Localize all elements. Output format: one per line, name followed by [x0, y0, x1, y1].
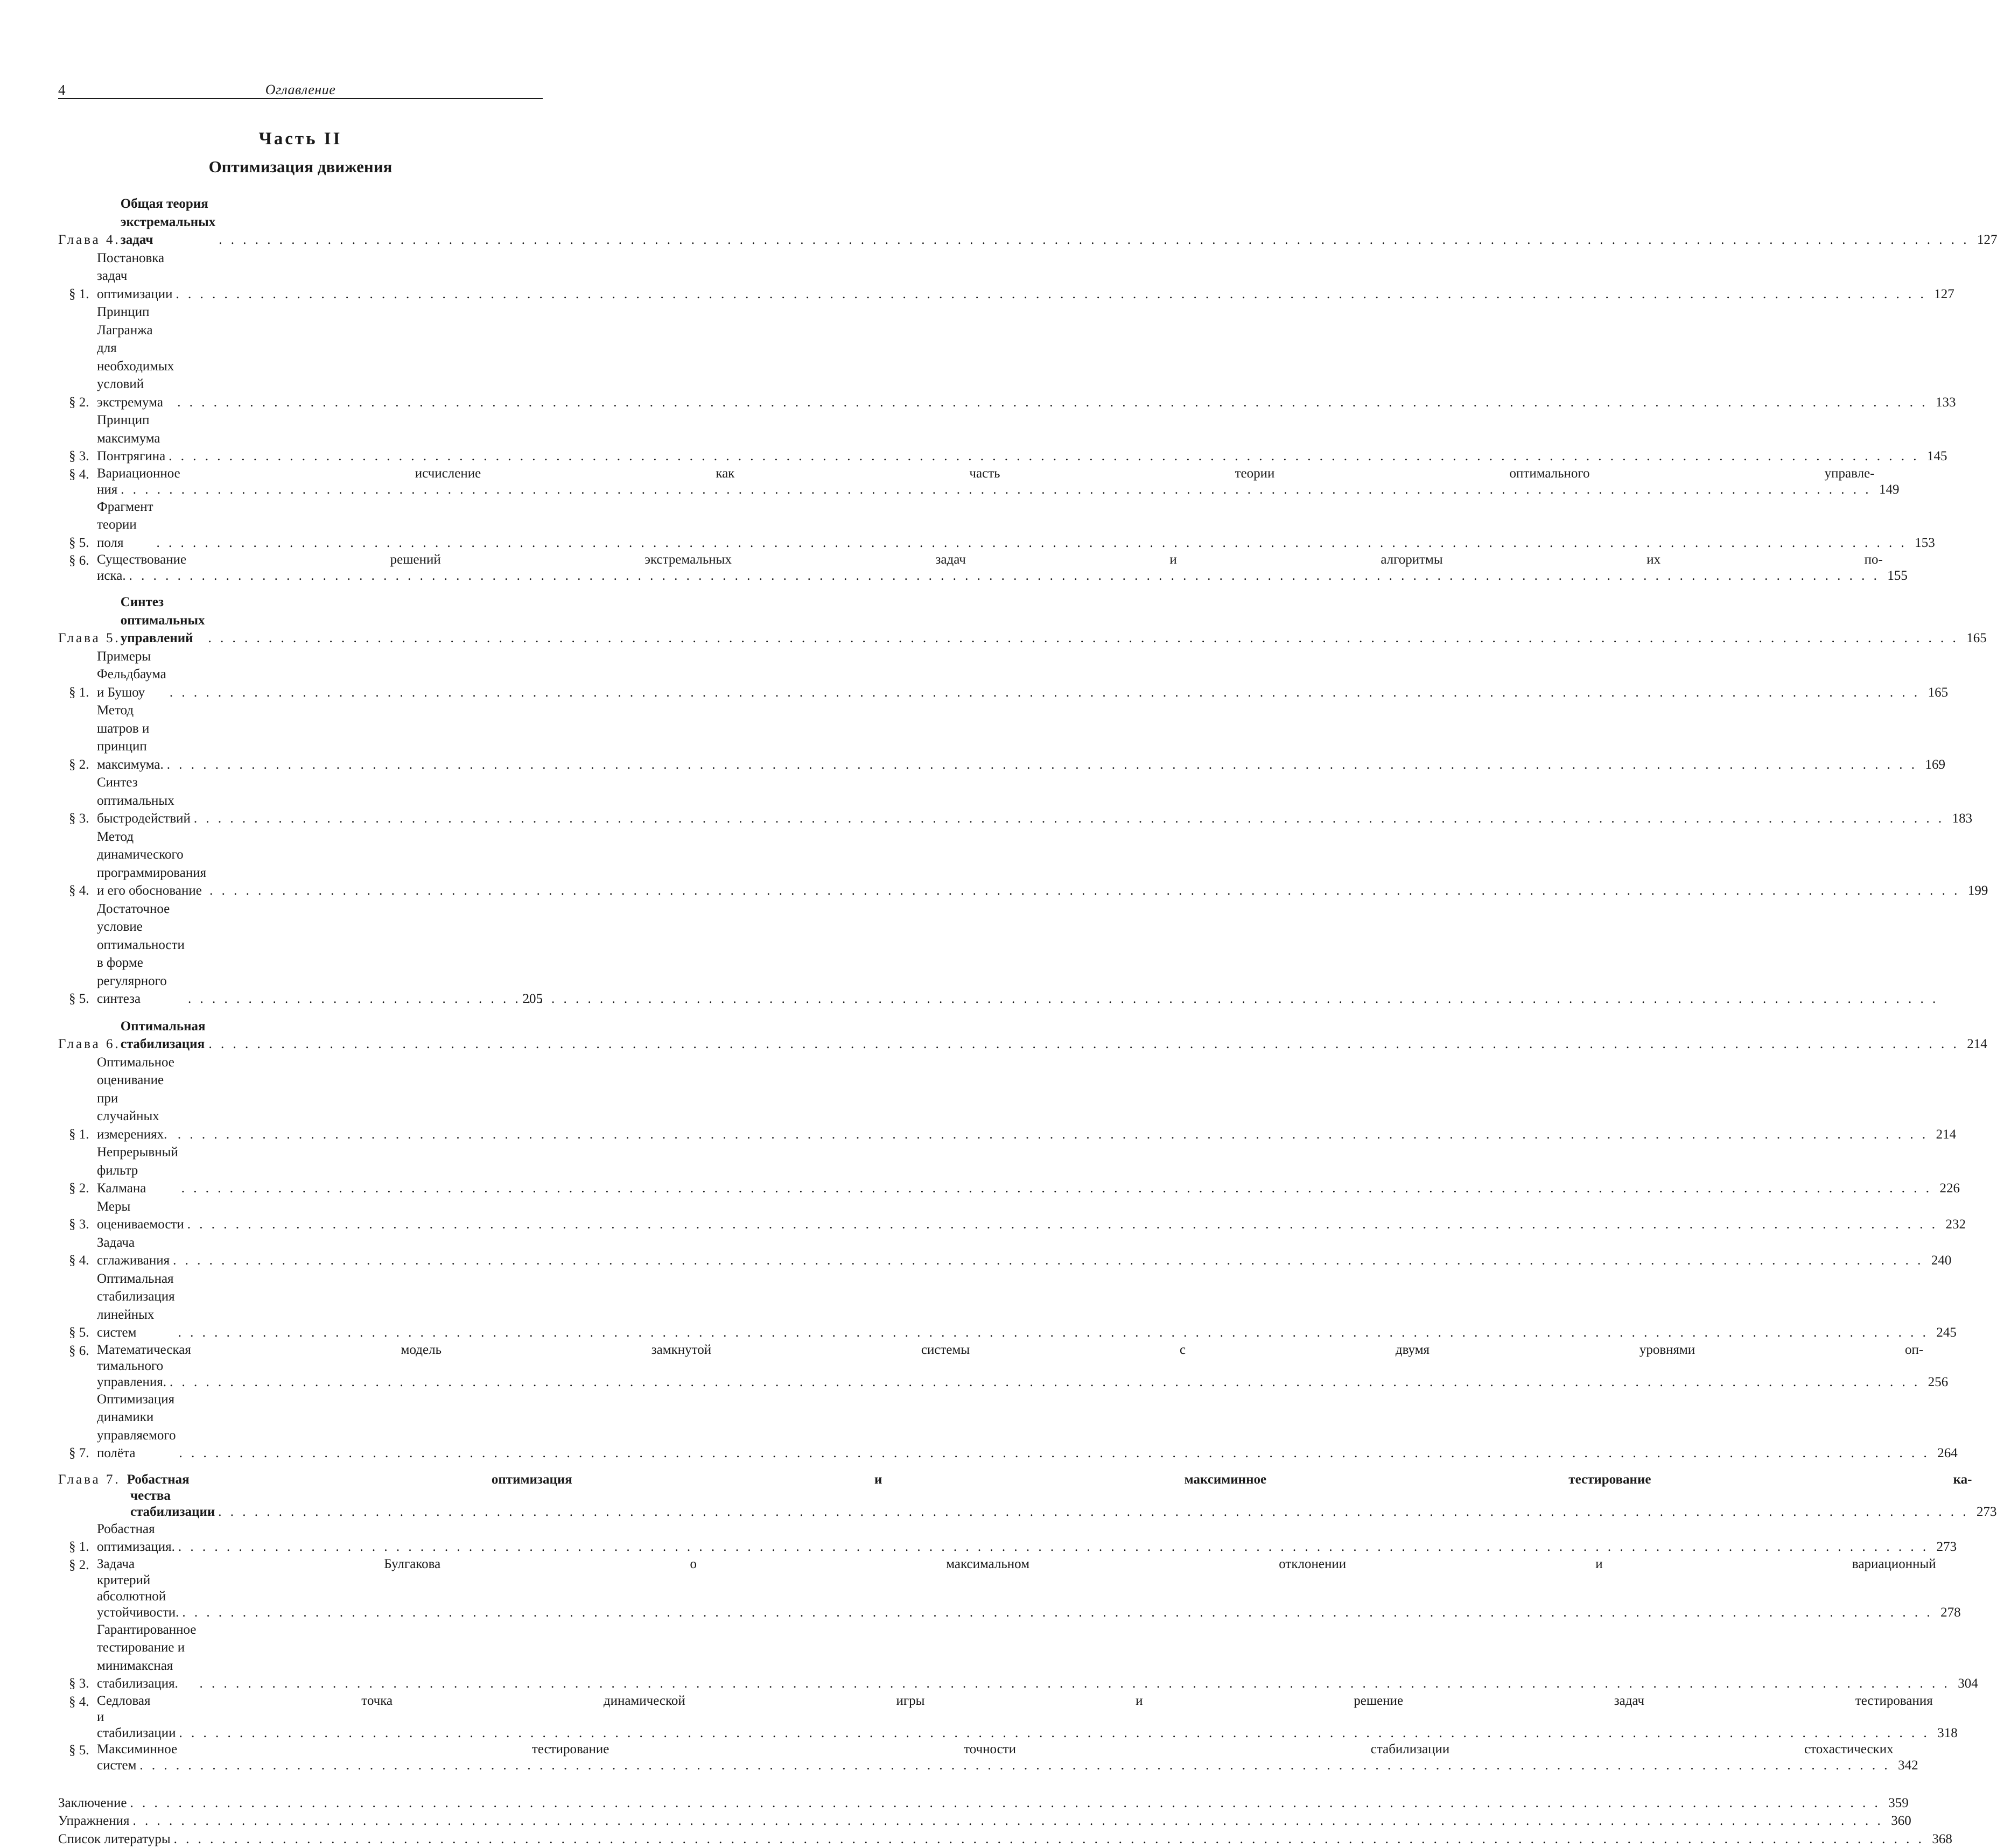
section-title: Робастная оптимизация. — [97, 1520, 175, 1556]
page-ref: 278 — [1936, 1605, 1961, 1621]
backmatter-title: Упражнения — [58, 1812, 129, 1830]
section-number: § 4. — [69, 1252, 97, 1270]
page-ref: 169 — [1921, 756, 1945, 774]
page-ref: 360 — [1887, 1812, 1911, 1830]
chapter-heading[interactable] — [58, 1017, 543, 1053]
section-title: Принцип Лагранжа для необходимых условий экстремума — [97, 303, 174, 411]
toc-entry[interactable] — [58, 1143, 543, 1198]
page-ref: 273 — [1972, 1504, 1997, 1520]
page-ref: 226 — [1935, 1179, 1960, 1198]
toc-entry[interactable] — [58, 498, 543, 552]
toc-entry[interactable] — [58, 1520, 543, 1556]
page-ref: 133 — [1931, 394, 1956, 412]
section-number: § 1. — [69, 1126, 97, 1144]
section-number: § 1. — [69, 684, 97, 702]
section-number: § 1. — [69, 285, 97, 304]
page-ref: 165 — [1962, 629, 1987, 648]
chapter-title: Оптимальная стабилизация — [121, 1017, 206, 1053]
section-number: § 5. — [69, 1324, 97, 1342]
toc-entry[interactable] — [58, 828, 543, 900]
section-number: § 4. — [69, 882, 97, 900]
page-ref: 342 — [1894, 1758, 1918, 1774]
section-title: Максиминное тестирование точности стабилизации стохастических — [97, 1741, 1894, 1758]
section-title: Существование решений экстремальных задач и алгоритмы их по- — [97, 552, 1883, 568]
section-title: Примеры Фельдбаума и Бушоу — [97, 648, 166, 702]
toc-entry[interactable] — [58, 701, 543, 774]
page-ref: 155 — [1883, 568, 1908, 584]
chapter-heading[interactable] — [58, 593, 543, 648]
page-ref: 145 — [1923, 447, 1947, 466]
page-ref: 232 — [1941, 1215, 1966, 1234]
toc-entry[interactable] — [58, 1390, 543, 1463]
section-title: Достаточное условие оптимальности в форме регулярного синтеза — [97, 900, 185, 1008]
page-ref: 368 — [1928, 1830, 1952, 1848]
toc-entry[interactable] — [58, 1234, 543, 1270]
page-ref: 149 — [1875, 482, 1900, 498]
section-title-cont: тимального управления. — [97, 1358, 166, 1390]
section-number: § 5. — [69, 990, 97, 1008]
page-ref: 127 — [1972, 231, 1997, 249]
table-of-contents — [58, 195, 543, 1848]
section-number: § 3. — [69, 447, 97, 466]
section-title: Метод динамического программирования и его обоснование — [97, 828, 206, 900]
chapter-heading[interactable] — [58, 195, 543, 249]
toc-entry[interactable] — [58, 1053, 543, 1144]
section-number: § 3. — [69, 1215, 97, 1234]
page-header — [58, 80, 543, 99]
chapter-heading[interactable] — [58, 1472, 543, 1520]
page-ref: 153 — [1910, 534, 1935, 552]
page-ref: 214 — [1931, 1126, 1956, 1144]
page-ref: 304 — [1953, 1675, 1978, 1693]
toc-entry[interactable] — [58, 774, 543, 828]
page-ref: 264 — [1933, 1444, 1958, 1463]
page-ref: 165 — [1923, 684, 1948, 702]
section-title: Непрерывный фильтр Калмана — [97, 1143, 178, 1198]
section-title-cont: иска. — [97, 568, 126, 584]
section-title: Вариационное исчисление как часть теории оптимального управле- — [97, 466, 1875, 482]
page-ref: 214 — [1963, 1035, 1987, 1053]
section-number: § 2. — [69, 1179, 97, 1198]
section-number: § 5. — [69, 534, 97, 552]
page-ref: 318 — [1933, 1725, 1958, 1741]
section-title: Принцип максимума Понтрягина — [97, 411, 165, 466]
section-title: Оптимальная стабилизация линейных систем — [97, 1270, 175, 1342]
chapter-title: Общая теория экстремальных задач — [121, 195, 216, 249]
chapter-label: Глава 7. — [58, 1472, 121, 1488]
page-ref: 273 — [1932, 1538, 1957, 1556]
section-title: Оптимальное оценивание при случайных измерениях. — [97, 1053, 174, 1144]
section-title: Оптимизация динамики управляемого полёта — [97, 1390, 176, 1463]
section-number: § 7. — [69, 1444, 97, 1463]
chapter-label: Глава 4. — [58, 231, 121, 249]
section-number: § 2. — [69, 1556, 97, 1575]
toc-entry[interactable] — [58, 900, 543, 1008]
toc-entry[interactable] — [58, 249, 543, 304]
page-ref: 205 — [518, 990, 543, 1008]
page-ref: 183 — [1947, 810, 1972, 828]
chapter-label: Глава 5. — [58, 629, 121, 648]
section-number: § 4. — [69, 1693, 97, 1711]
page-ref: 199 — [1963, 882, 1988, 900]
section-number: § 4. — [69, 466, 97, 484]
chapter-7 — [58, 1472, 543, 1774]
toc-entry[interactable] — [58, 1342, 543, 1390]
section-number: § 2. — [69, 394, 97, 412]
toc-entry[interactable] — [58, 1270, 543, 1342]
part-title: Часть II — [58, 129, 543, 149]
toc-entry[interactable] — [58, 1812, 543, 1830]
page-ref: 256 — [1923, 1374, 1948, 1390]
section-title: Математическая модель замкнутой системы с двумя уровнями оп- — [97, 1342, 1923, 1358]
section-title: Задача Булгакова о максимальном отклонении и вариационный — [97, 1556, 1936, 1572]
section-title-cont: ния — [97, 482, 117, 498]
section-title-cont: и стабилизации — [97, 1709, 176, 1741]
section-title: Седловая точка динамической игры и решение задач тестирования — [97, 1693, 1933, 1709]
section-title: Гарантированное тестирование и минимаксная стабилизация. — [97, 1621, 196, 1693]
toc-entry[interactable] — [58, 466, 543, 498]
toc-entry[interactable] — [58, 1693, 543, 1741]
backmatter-title: Заключение — [58, 1794, 127, 1812]
section-number: § 6. — [69, 552, 97, 570]
backmatter-title: Список литературы — [58, 1830, 171, 1848]
section-title: Метод шатров и принцип максимума. — [97, 701, 164, 774]
toc-entry[interactable] — [58, 411, 543, 466]
chapter-title: Синтез оптимальных управлений — [121, 593, 205, 648]
section-number: § 5. — [69, 1741, 97, 1760]
toc-entry[interactable] — [58, 1198, 543, 1234]
section-number: § 1. — [69, 1538, 97, 1556]
section-number: § 2. — [69, 756, 97, 774]
part-subtitle: Оптимизация движения — [58, 157, 543, 177]
section-title: Синтез оптимальных быстродействий — [97, 774, 191, 828]
page-ref: 240 — [1926, 1252, 1951, 1270]
section-title: Постановка задач оптимизации — [97, 249, 172, 304]
toc-entry[interactable] — [58, 648, 543, 702]
chapter-6 — [58, 1017, 543, 1463]
section-title-cont: систем — [97, 1758, 136, 1774]
running-title: Оглавление — [58, 82, 543, 98]
toc-entry[interactable] — [58, 1556, 543, 1621]
page-ref: 359 — [1884, 1794, 1909, 1812]
chapter-title: Робастная оптимизация и максиминное тестирование ка- — [127, 1472, 1972, 1488]
backmatter — [58, 1794, 543, 1848]
chapter-4 — [58, 195, 543, 584]
toc-entry[interactable] — [58, 1621, 543, 1693]
page-ref: 127 — [1930, 285, 1954, 304]
page-number: 4 — [58, 82, 66, 99]
toc-entry[interactable] — [58, 1741, 543, 1774]
toc-entry[interactable] — [58, 552, 543, 584]
chapter-5 — [58, 593, 543, 1008]
section-number: § 3. — [69, 1675, 97, 1693]
section-title: Меры оцениваемости — [97, 1198, 184, 1234]
chapter-title-cont: чества стабилизации — [130, 1488, 215, 1520]
section-title-cont: критерий абсолютной устойчивости. — [97, 1572, 179, 1621]
toc-entry[interactable] — [58, 1794, 543, 1812]
section-number: § 6. — [69, 1342, 97, 1360]
section-title: Задача сглаживания — [97, 1234, 170, 1270]
toc-entry[interactable] — [58, 1830, 543, 1848]
chapter-label: Глава 6. — [58, 1035, 121, 1053]
section-title: Фрагмент теории поля — [97, 498, 153, 552]
section-number: § 3. — [69, 810, 97, 828]
page-ref: 245 — [1932, 1324, 1957, 1342]
toc-entry[interactable] — [58, 303, 543, 411]
